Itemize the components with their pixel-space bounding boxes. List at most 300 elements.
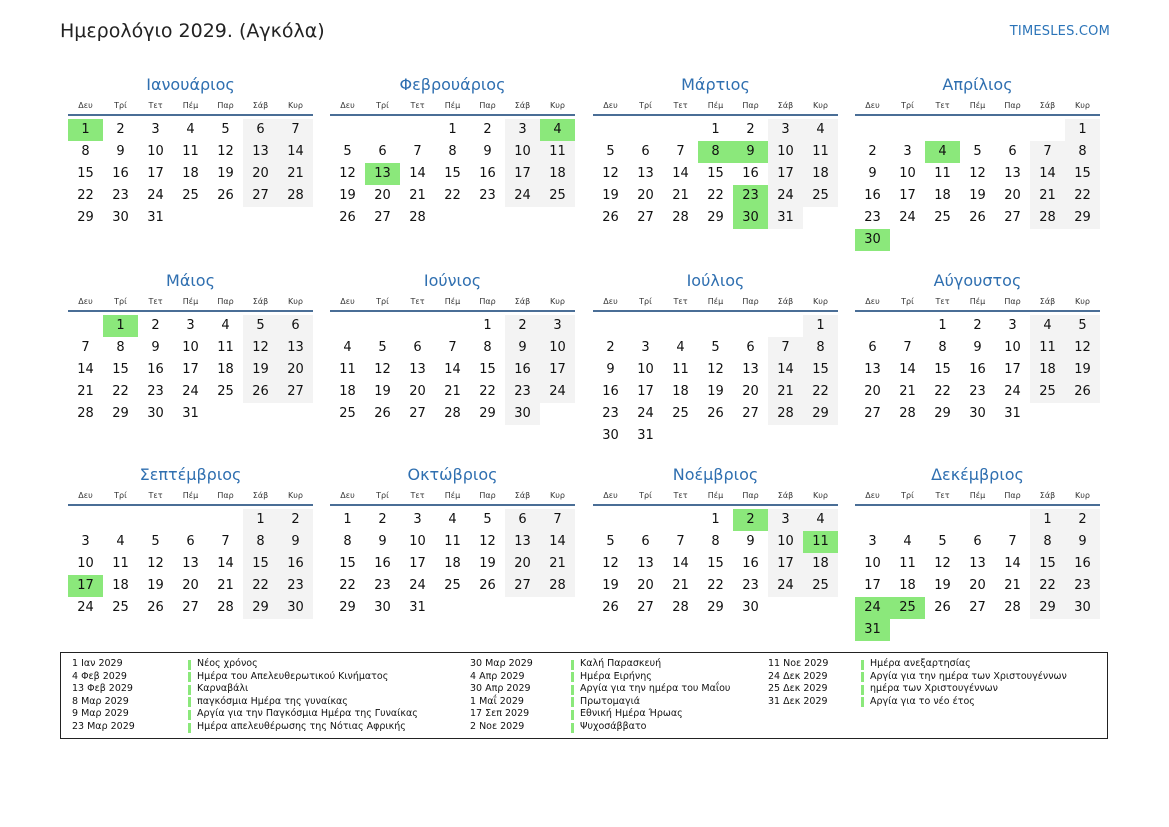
day-grid xyxy=(68,315,313,425)
day-cell: 6 xyxy=(868,340,877,355)
day-cell: 9 xyxy=(483,144,492,159)
day-cell: 31 xyxy=(637,428,654,443)
day-cell: 1 xyxy=(448,122,457,137)
day-cell: 15 xyxy=(112,362,129,377)
day-cell: 23 xyxy=(374,578,391,593)
day-cell: 11 xyxy=(1030,337,1065,359)
day-cell: 28 xyxy=(672,210,689,225)
day-cell: 27 xyxy=(969,600,986,615)
day-cell: 26 xyxy=(217,188,234,203)
header-divider xyxy=(330,504,575,506)
day-cell: 24 xyxy=(899,210,916,225)
day-cell: 10 xyxy=(768,141,803,163)
weekday-label: Τρί xyxy=(901,491,914,500)
day-cell: 24 xyxy=(505,185,540,207)
day-cell: 31 xyxy=(147,210,164,225)
legend-holiday-name: Ψυχοσάββατο xyxy=(580,721,647,732)
day-cell: 7 xyxy=(1008,534,1017,549)
weekday-label: Πέμ xyxy=(444,491,461,500)
day-cell: 2 xyxy=(151,318,160,333)
day-cell: 7 xyxy=(676,144,685,159)
day-cell: 22 xyxy=(339,578,356,593)
weekday-label: Πέμ xyxy=(182,491,199,500)
day-cell: 16 xyxy=(969,362,986,377)
day-cell: 6 xyxy=(973,534,982,549)
day-cell: 3 xyxy=(540,315,575,337)
day-cell: 14 xyxy=(217,556,234,571)
day-cell: 5 xyxy=(483,512,492,527)
weekday-label: Τρί xyxy=(901,297,914,306)
day-cell: 10 xyxy=(182,340,199,355)
month-name: Μάρτιος xyxy=(681,75,750,94)
month-block xyxy=(330,464,575,619)
weekday-label: Παρ xyxy=(742,101,759,110)
empty-cell xyxy=(400,315,435,337)
legend-marker xyxy=(188,672,191,682)
weekday-label: Παρ xyxy=(1004,491,1021,500)
weekday-label: Σάβ xyxy=(252,491,269,500)
legend-holiday-name: παγκόσμια Ημέρα της γυναίκας xyxy=(197,695,348,707)
day-cell: 4 xyxy=(186,122,195,137)
day-cell: 10 xyxy=(899,166,916,181)
weekday-label: Κυρ xyxy=(813,101,828,110)
day-cell: 30 xyxy=(374,600,391,615)
day-cell: 5 xyxy=(343,144,352,159)
weekday-label: Παρ xyxy=(217,101,234,110)
weekday-label: Δευ xyxy=(340,491,355,500)
day-cell: 4 xyxy=(343,340,352,355)
day-cell: 24 xyxy=(540,381,575,403)
day-cell: 28 xyxy=(768,403,803,425)
day-cell: 3 xyxy=(151,122,160,137)
legend-holiday-name: Αργία για την ημέρα του Μαΐου xyxy=(580,683,731,695)
weekday-label: Σάβ xyxy=(777,297,794,306)
day-cell: 29 xyxy=(243,597,278,619)
empty-cell xyxy=(925,509,960,531)
day-cell: 13 xyxy=(1004,166,1021,181)
day-cell: 28 xyxy=(217,600,234,615)
legend-marker xyxy=(188,660,191,670)
day-cell: 16 xyxy=(147,362,164,377)
legend-marker xyxy=(571,685,574,695)
day-cell: 4 xyxy=(676,340,685,355)
day-cell: 4 xyxy=(803,119,838,141)
weekday-label: Δευ xyxy=(340,101,355,110)
legend-holiday-name: Καλή Παρασκευή xyxy=(580,658,662,669)
weekday-label: Δευ xyxy=(603,101,618,110)
legend-holiday-name: Αργία για την ημέρα των Χριστουγέννων xyxy=(870,670,1067,682)
day-cell: 14 xyxy=(1004,556,1021,571)
empty-cell xyxy=(960,119,995,141)
day-cell: 22 xyxy=(1030,575,1065,597)
empty-cell xyxy=(890,119,925,141)
weekday-label: Παρ xyxy=(479,297,496,306)
day-cell: 19 xyxy=(602,188,619,203)
legend-date: 1 Ιαν 2029 xyxy=(72,658,123,669)
legend-date: 17 Σεπ 2029 xyxy=(470,708,530,720)
legend-holiday-name: Αργία για το νέο έτος xyxy=(870,695,975,707)
weekday-label: Τετ xyxy=(410,491,425,500)
day-cell: 15 xyxy=(444,166,461,181)
day-grid xyxy=(855,509,1100,641)
day-cell: 8 xyxy=(711,534,720,549)
page-title: Ημερολόγιο 2029. (Αγκόλα) xyxy=(60,20,325,42)
empty-cell xyxy=(68,509,103,531)
weekday-label: Σάβ xyxy=(252,101,269,110)
day-cell: 18 xyxy=(339,384,356,399)
empty-cell xyxy=(208,509,243,531)
day-grid xyxy=(68,509,313,619)
day-cell: 24 xyxy=(77,600,94,615)
weekday-label: Τετ xyxy=(148,297,163,306)
day-cell: 24 xyxy=(768,185,803,207)
day-cell: 5 xyxy=(151,534,160,549)
empty-cell xyxy=(628,315,663,337)
day-cell: 24 xyxy=(182,384,199,399)
day-cell: 12 xyxy=(1065,337,1100,359)
day-cell: 9 xyxy=(151,340,160,355)
weekday-header xyxy=(593,489,838,503)
day-cell: 26 xyxy=(934,600,951,615)
weekday-label: Παρ xyxy=(217,297,234,306)
day-cell: 21 xyxy=(1030,185,1065,207)
day-cell: 7 xyxy=(768,337,803,359)
day-cell: 22 xyxy=(707,578,724,593)
day-cell: 17 xyxy=(899,188,916,203)
legend-holiday-name: Ημέρα του Απελευθερωτικού Κινήματος xyxy=(197,670,389,682)
month-name: Σεπτέμβριος xyxy=(139,465,242,484)
day-cell: 10 xyxy=(147,144,164,159)
month-name: Νοέμβριος xyxy=(672,465,759,484)
weekday-label: Σάβ xyxy=(514,297,531,306)
day-cell: 16 xyxy=(278,553,313,575)
day-cell: 5 xyxy=(1065,315,1100,337)
month-name: Ιούνιος xyxy=(423,271,482,290)
day-cell: 25 xyxy=(444,578,461,593)
day-cell: 5 xyxy=(938,534,947,549)
day-cell: 13 xyxy=(637,166,654,181)
weekday-label: Παρ xyxy=(217,491,234,500)
header-divider xyxy=(593,114,838,116)
day-cell: 3 xyxy=(768,509,803,531)
day-cell: 20 xyxy=(864,384,881,399)
day-cell: 13 xyxy=(969,556,986,571)
day-cell: 26 xyxy=(374,406,391,421)
day-cell: 22 xyxy=(77,188,94,203)
weekday-header xyxy=(855,489,1100,503)
day-cell: 31 xyxy=(409,600,426,615)
weekday-label: Τετ xyxy=(148,491,163,500)
day-cell: 30 xyxy=(278,597,313,619)
day-cell: 20 xyxy=(278,359,313,381)
day-cell: 23 xyxy=(479,188,496,203)
legend-holiday-name: Εθνική Ημέρα Ήρωας xyxy=(580,708,683,720)
day-cell: 23 xyxy=(602,406,619,421)
day-cell: 20 xyxy=(969,578,986,593)
empty-cell xyxy=(435,315,470,337)
day-cell: 18 xyxy=(934,188,951,203)
day-cell: 27 xyxy=(637,600,654,615)
legend-date: 25 Δεκ 2029 xyxy=(768,683,828,695)
day-cell: 3 xyxy=(505,119,540,141)
header-divider xyxy=(855,310,1100,312)
empty-cell xyxy=(593,119,628,141)
month-name: Αύγουστος xyxy=(933,271,1022,290)
day-cell: 9 xyxy=(378,534,387,549)
day-cell: 9 xyxy=(606,362,615,377)
weekday-label: Κυρ xyxy=(288,101,303,110)
day-cell: 17 xyxy=(768,163,803,185)
day-cell: 18 xyxy=(1030,359,1065,381)
day-cell: 7 xyxy=(540,509,575,531)
day-cell: 13 xyxy=(278,337,313,359)
day-cell: 27 xyxy=(409,406,426,421)
day-cell: 16 xyxy=(1065,553,1100,575)
day-cell: 14 xyxy=(768,359,803,381)
day-cell: 13 xyxy=(182,556,199,571)
day-cell: 3 xyxy=(768,119,803,141)
day-cell: 5 xyxy=(378,340,387,355)
day-cell: 26 xyxy=(243,381,278,403)
day-grid xyxy=(855,119,1100,251)
legend-holiday-name: Πρωτομαγιά xyxy=(580,695,641,707)
day-cell: 16 xyxy=(479,166,496,181)
day-cell: 7 xyxy=(448,340,457,355)
day-cell: 9 xyxy=(973,340,982,355)
day-cell: 22 xyxy=(479,384,496,399)
holiday-day-cell: 1 xyxy=(103,315,138,337)
day-cell: 6 xyxy=(413,340,422,355)
weekday-label: Κυρ xyxy=(550,101,565,110)
day-cell: 4 xyxy=(1030,315,1065,337)
day-grid xyxy=(593,315,838,447)
day-cell: 23 xyxy=(1065,575,1100,597)
day-cell: 17 xyxy=(864,578,881,593)
empty-cell xyxy=(173,509,208,531)
weekday-label: Τρί xyxy=(114,101,127,110)
weekday-label: Σάβ xyxy=(1039,101,1056,110)
day-cell: 15 xyxy=(339,556,356,571)
day-cell: 7 xyxy=(413,144,422,159)
day-cell: 10 xyxy=(864,556,881,571)
day-cell: 5 xyxy=(711,340,720,355)
day-cell: 1 xyxy=(1065,119,1100,141)
day-cell: 18 xyxy=(217,362,234,377)
day-grid xyxy=(330,119,575,229)
day-cell: 27 xyxy=(742,406,759,421)
month-name: Ιούλιος xyxy=(686,271,745,290)
day-cell: 11 xyxy=(672,362,689,377)
day-cell: 3 xyxy=(413,512,422,527)
holiday-day-cell: 9 xyxy=(733,141,768,163)
day-cell: 19 xyxy=(707,384,724,399)
day-cell: 27 xyxy=(864,406,881,421)
legend-holiday-name: Καρναβάλι xyxy=(197,683,249,695)
day-cell: 1 xyxy=(938,318,947,333)
header-divider xyxy=(68,504,313,506)
empty-cell xyxy=(995,509,1030,531)
month-block xyxy=(593,270,838,447)
month-block xyxy=(330,74,575,229)
weekday-header xyxy=(855,99,1100,113)
day-cell: 21 xyxy=(899,384,916,399)
day-grid xyxy=(593,509,838,619)
day-cell: 11 xyxy=(182,144,199,159)
day-cell: 2 xyxy=(868,144,877,159)
day-cell: 25 xyxy=(182,188,199,203)
day-cell: 16 xyxy=(505,359,540,381)
day-cell: 23 xyxy=(742,578,759,593)
day-cell: 1 xyxy=(803,315,838,337)
day-cell: 15 xyxy=(77,166,94,181)
empty-cell xyxy=(365,315,400,337)
day-cell: 7 xyxy=(221,534,230,549)
legend-marker xyxy=(188,697,191,707)
holiday-day-cell: 4 xyxy=(925,141,960,163)
day-cell: 8 xyxy=(938,340,947,355)
day-cell: 9 xyxy=(1065,531,1100,553)
legend-date: 8 Μαρ 2029 xyxy=(72,695,129,707)
weekday-label: Κυρ xyxy=(288,491,303,500)
month-name: Μάιος xyxy=(166,271,215,290)
day-cell: 20 xyxy=(409,384,426,399)
day-cell: 6 xyxy=(641,534,650,549)
legend-marker xyxy=(861,672,864,682)
weekday-label: Δευ xyxy=(340,297,355,306)
day-cell: 25 xyxy=(803,185,838,207)
day-cell: 14 xyxy=(77,362,94,377)
month-block xyxy=(593,464,838,619)
weekday-label: Παρ xyxy=(742,297,759,306)
day-cell: 24 xyxy=(1004,384,1021,399)
weekday-label: Πέμ xyxy=(707,101,724,110)
weekday-label: Τρί xyxy=(376,491,389,500)
header-divider xyxy=(593,504,838,506)
empty-cell xyxy=(663,509,698,531)
weekday-label: Τετ xyxy=(410,101,425,110)
weekday-label: Τετ xyxy=(935,491,950,500)
empty-cell xyxy=(855,119,890,141)
day-cell: 31 xyxy=(182,406,199,421)
day-cell: 15 xyxy=(934,362,951,377)
day-cell: 29 xyxy=(1065,207,1100,229)
day-cell: 26 xyxy=(479,578,496,593)
day-cell: 27 xyxy=(243,185,278,207)
day-cell: 8 xyxy=(81,144,90,159)
day-cell: 21 xyxy=(1004,578,1021,593)
day-cell: 14 xyxy=(899,362,916,377)
day-cell: 1 xyxy=(1030,509,1065,531)
day-cell: 8 xyxy=(448,144,457,159)
day-cell: 24 xyxy=(637,406,654,421)
day-cell: 3 xyxy=(186,318,195,333)
legend-marker xyxy=(861,685,864,695)
holiday-day-cell: 17 xyxy=(68,575,103,597)
empty-cell xyxy=(1030,119,1065,141)
day-cell: 13 xyxy=(742,362,759,377)
day-cell: 18 xyxy=(444,556,461,571)
day-cell: 21 xyxy=(77,384,94,399)
day-cell: 16 xyxy=(742,166,759,181)
day-cell: 25 xyxy=(934,210,951,225)
day-cell: 29 xyxy=(707,600,724,615)
header-divider xyxy=(330,310,575,312)
day-cell: 12 xyxy=(602,556,619,571)
weekday-label: Τρί xyxy=(114,297,127,306)
day-cell: 6 xyxy=(278,315,313,337)
day-cell: 29 xyxy=(803,403,838,425)
day-cell: 17 xyxy=(540,359,575,381)
day-cell: 25 xyxy=(217,384,234,399)
day-cell: 22 xyxy=(444,188,461,203)
weekday-label: Σάβ xyxy=(777,491,794,500)
day-cell: 11 xyxy=(339,362,356,377)
day-cell: 23 xyxy=(969,384,986,399)
weekday-label: Σάβ xyxy=(777,101,794,110)
weekday-label: Τετ xyxy=(148,101,163,110)
weekday-label: Πέμ xyxy=(969,297,986,306)
holiday-day-cell: 31 xyxy=(855,619,890,641)
day-cell: 13 xyxy=(409,362,426,377)
day-cell: 27 xyxy=(637,210,654,225)
day-cell: 11 xyxy=(934,166,951,181)
legend-marker xyxy=(571,697,574,707)
holiday-day-cell: 1 xyxy=(68,119,103,141)
day-cell: 8 xyxy=(803,337,838,359)
legend-marker xyxy=(188,710,191,720)
day-cell: 4 xyxy=(903,534,912,549)
day-cell: 28 xyxy=(444,406,461,421)
empty-cell xyxy=(960,509,995,531)
day-cell: 27 xyxy=(182,600,199,615)
legend-holiday-name: ημέρα των Χριστουγέννων xyxy=(870,683,998,695)
day-cell: 2 xyxy=(1065,509,1100,531)
day-cell: 10 xyxy=(1004,340,1021,355)
day-cell: 10 xyxy=(505,141,540,163)
day-cell: 5 xyxy=(973,144,982,159)
day-cell: 15 xyxy=(479,362,496,377)
day-cell: 22 xyxy=(707,188,724,203)
weekday-label: Κυρ xyxy=(288,297,303,306)
day-cell: 11 xyxy=(112,556,129,571)
day-cell: 12 xyxy=(147,556,164,571)
day-cell: 17 xyxy=(1004,362,1021,377)
day-cell: 21 xyxy=(768,381,803,403)
day-cell: 23 xyxy=(112,188,129,203)
site-link[interactable]: TIMESLES.COM xyxy=(1009,24,1110,39)
empty-cell xyxy=(995,119,1030,141)
legend-date: 2 Νοε 2029 xyxy=(470,721,525,732)
legend-marker xyxy=(571,723,574,733)
day-cell: 1 xyxy=(343,512,352,527)
day-cell: 14 xyxy=(672,166,689,181)
weekday-label: Τρί xyxy=(639,101,652,110)
legend-date: 9 Μαρ 2029 xyxy=(72,708,129,720)
day-cell: 22 xyxy=(1065,185,1100,207)
day-cell: 20 xyxy=(1004,188,1021,203)
day-grid xyxy=(330,509,575,619)
day-cell: 12 xyxy=(339,166,356,181)
day-cell: 14 xyxy=(409,166,426,181)
day-cell: 5 xyxy=(221,122,230,137)
day-cell: 8 xyxy=(343,534,352,549)
weekday-label: Παρ xyxy=(479,101,496,110)
day-cell: 16 xyxy=(864,188,881,203)
day-cell: 29 xyxy=(77,210,94,225)
weekday-label: Παρ xyxy=(479,491,496,500)
legend-holiday-name: Νέος χρόνος xyxy=(197,658,258,669)
day-cell: 5 xyxy=(606,144,615,159)
